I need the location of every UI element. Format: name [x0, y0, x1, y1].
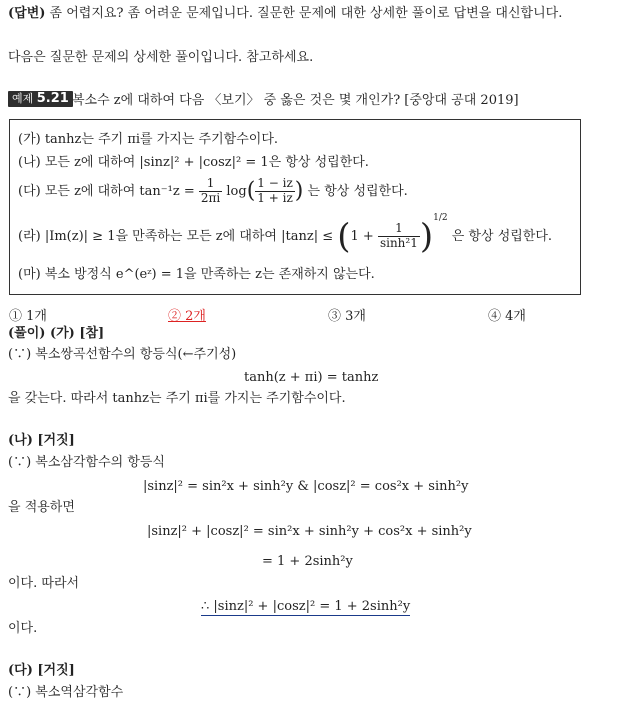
- option-4: ④ 4개: [488, 309, 526, 324]
- solution-na-final: ∴ |sinz|² + |cosz|² = 1 + 2sinh²y: [201, 599, 411, 614]
- item-da: (다) 모든 z에 대하여 tan⁻¹z = $\frac{1}{2\pi i}$ log( $\frac{1 - iz}{1 + iz}$ ) 는 항상 성립한다.: [18, 176, 408, 205]
- solution-na-end: 이다.: [8, 621, 38, 636]
- solution-na-apply: 을 적용하면: [8, 500, 75, 515]
- ra-pre: (라) |Im(z)| ≥ 1을 만족하는 모든 z에 대하여 |tanz| ≤: [18, 229, 334, 244]
- item-na: (나) 모든 z에 대하여 |sinz|² + |cosz|² = 1은 항상 성립한다.: [18, 155, 369, 170]
- da-post: 는 항상 성립한다.: [307, 183, 408, 199]
- solution-na-therefore: 이다. 따라서: [8, 576, 80, 591]
- ra-exponent: 1/2: [433, 213, 448, 223]
- ra-fraction: $\frac{1}{\text{sinh²1}}$: [379, 221, 418, 250]
- solution-heading-na: (나) [거짓]: [8, 433, 75, 448]
- badge-prefix: 예제: [12, 92, 34, 105]
- option-1: ① 1개: [9, 309, 47, 324]
- solution-na-result: = 1 + 2sinh²y: [262, 554, 353, 569]
- da-inner-fraction: $\frac{1 - iz}{1 + iz}$: [257, 176, 293, 205]
- solution-ga-conclusion: 을 갖는다. 따라서 tanhz는 주기 πi를 가지는 주기함수이다.: [8, 391, 346, 406]
- solution-heading-ga: (풀이) (가) [참]: [8, 326, 105, 341]
- answer-text: 좀 어렵지요? 좀 어려운 문제입니다. 질문한 문제에 대한 상세한 풀이로 답변을 대신합니다.: [45, 6, 563, 21]
- solution-ga-formula: tanh(z + πi) = tanhz: [244, 370, 379, 385]
- item-ma: (마) 복소 방정식 e^(eᶻ) = 1을 만족하는 z는 존재하지 않는다.: [18, 267, 375, 282]
- solution-na-expand: |sinz|² + |cosz|² = sin²x + sinh²y + cos²x + sinh²y: [147, 524, 472, 539]
- badge-number: 5.21: [36, 91, 69, 106]
- solution-na-identity: |sinz|² = sin²x + sinh²y & |cosz|² = cos²x + sinh²y: [143, 479, 469, 494]
- option-3: ③ 3개: [328, 309, 366, 324]
- solution-ga-reason: (∵) 복소쌍곡선함수의 항등식(←주기성): [8, 347, 237, 362]
- option-2-answer: ② 2개: [168, 309, 206, 324]
- answer-line: [8, 6, 562, 22]
- example-badge: [8, 91, 73, 107]
- item-ga: (가) tanhz는 주기 πi를 가지는 주기함수이다.: [18, 132, 279, 147]
- solution-na-reason: (∵) 복소삼각함수의 항등식: [8, 455, 165, 470]
- ra-post: 은 항상 성립한다.: [451, 229, 553, 244]
- solution-da-reason: (∵) 복소역삼각함수: [8, 685, 124, 700]
- answer-label: (답변): [8, 6, 46, 21]
- item-ra: (라) |Im(z)| ≥ 1을 만족하는 모든 z에 대하여 |tanz| ≤ (1 + $\frac{1}{\text{sinh²1}}$ )$^{1/2}$ 은 항상 성립한다.: [18, 213, 553, 257]
- ra-one: 1 +: [350, 229, 374, 244]
- da-pre: (다) 모든 z에 대하여 tan⁻¹z =: [18, 183, 195, 199]
- question-text: 복소수 z에 대하여 다음 〈보기〉 중 옳은 것은 몇 개인가? [중앙대 공대 2019]: [72, 93, 519, 108]
- da-fraction: $\frac{1}{2\pi i}$: [200, 176, 221, 205]
- intro-text: 다음은 질문한 문제의 상세한 풀이입니다. 참고하세요.: [8, 50, 314, 65]
- da-log: log: [226, 183, 247, 199]
- solution-heading-da: (다) [거짓]: [8, 663, 75, 678]
